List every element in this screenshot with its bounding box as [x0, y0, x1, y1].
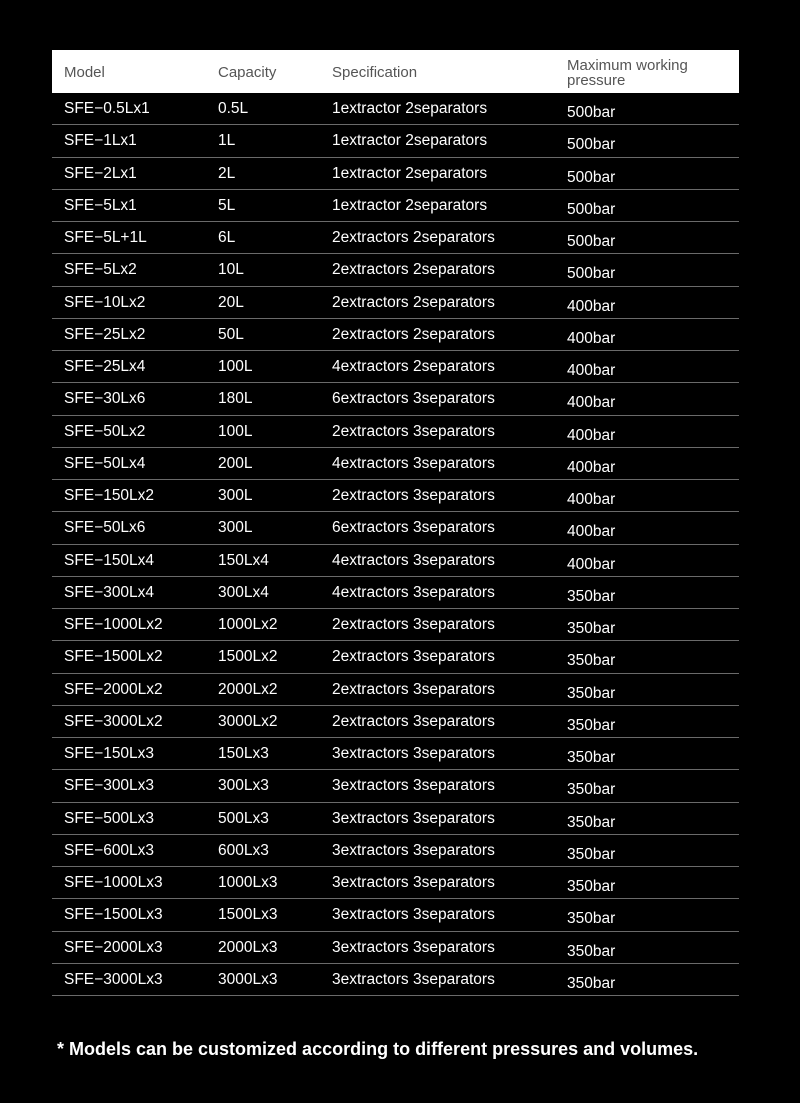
- table-row: [52, 545, 739, 577]
- table-row: [52, 383, 739, 415]
- cell-pressure: 400bar: [567, 426, 616, 444]
- cell-capacity: 500Lx3: [218, 809, 269, 827]
- cell-capacity: 1500Lx2: [218, 648, 278, 666]
- cell-capacity: 6L: [218, 229, 236, 246]
- cell-specification: 2extractors 3separators: [332, 616, 495, 633]
- cell-specification: 2extractors 3separators: [332, 648, 495, 666]
- table-row: [52, 803, 739, 835]
- cell-capacity: 300Lx3: [218, 777, 269, 795]
- cell-pressure: 350bar: [567, 749, 616, 766]
- cell-capacity: 2000Lx2: [218, 680, 278, 698]
- cell-capacity: 2000Lx3: [218, 938, 278, 956]
- cell-specification: 1extractor 2separators: [332, 132, 488, 150]
- table-row: [52, 351, 739, 383]
- cell-capacity: 1000Lx2: [218, 616, 278, 633]
- cell-pressure: 500bar: [567, 104, 616, 121]
- cell-pressure: 500bar: [567, 168, 616, 186]
- cell-capacity: 300L: [218, 519, 253, 537]
- cell-capacity: 3000Lx2: [218, 712, 278, 730]
- table-row: [52, 899, 739, 931]
- cell-capacity: 150Lx3: [218, 745, 269, 762]
- cell-specification: 2extractors 3separators: [332, 680, 495, 698]
- cell-model: SFE−150Lx3: [64, 745, 155, 762]
- cell-specification: 3extractors 3separators: [332, 874, 495, 891]
- cell-pressure: 350bar: [567, 620, 616, 637]
- spec-table: [52, 50, 739, 996]
- cell-capacity: 3000Lx3: [218, 970, 278, 988]
- cell-model: SFE−1Lx1: [64, 132, 137, 150]
- cell-pressure: 500bar: [567, 200, 616, 218]
- table-row: [52, 835, 739, 867]
- cell-pressure: 350bar: [567, 910, 616, 928]
- table-row: [52, 609, 739, 641]
- cell-model: SFE−1500Lx2: [64, 648, 163, 666]
- cell-capacity: 180L: [218, 390, 253, 408]
- cell-capacity: 1000Lx3: [218, 874, 278, 891]
- table-header: [52, 50, 739, 93]
- cell-model: SFE−300Lx3: [64, 777, 155, 795]
- cell-specification: 4extractors 2separators: [332, 358, 495, 375]
- cell-specification: 4extractors 3separators: [332, 551, 495, 569]
- cell-model: SFE−25Lx2: [64, 325, 146, 343]
- cell-model: SFE−10Lx2: [64, 293, 146, 311]
- cell-model: SFE−2Lx1: [64, 164, 137, 182]
- cell-model: SFE−1000Lx3: [64, 874, 163, 891]
- table-row: [52, 932, 739, 964]
- cell-pressure: 500bar: [567, 136, 616, 154]
- cell-model: SFE−500Lx3: [64, 809, 155, 827]
- table-row: [52, 867, 739, 899]
- cell-model: SFE−1500Lx3: [64, 906, 163, 924]
- cell-specification: 2extractors 2separators: [332, 229, 495, 246]
- cell-pressure: 350bar: [567, 652, 616, 670]
- cell-pressure: 350bar: [567, 587, 616, 605]
- cell-model: SFE−25Lx4: [64, 358, 146, 375]
- cell-capacity: 100L: [218, 358, 253, 375]
- cell-pressure: 350bar: [567, 878, 616, 895]
- cell-specification: 3extractors 3separators: [332, 938, 495, 956]
- cell-model: SFE−5Lx1: [64, 196, 137, 214]
- cell-specification: 1extractor 2separators: [332, 196, 488, 214]
- cell-capacity: 100L: [218, 422, 253, 440]
- cell-capacity: 2L: [218, 164, 236, 182]
- table-row: [52, 125, 739, 157]
- table-row: [52, 254, 739, 286]
- cell-pressure: 350bar: [567, 845, 616, 863]
- cell-specification: 2extractors 3separators: [332, 487, 495, 504]
- cell-specification: 2extractors 2separators: [332, 261, 495, 279]
- cell-pressure: 350bar: [567, 813, 616, 831]
- cell-model: SFE−150Lx4: [64, 551, 155, 569]
- table-row: [52, 706, 739, 738]
- table-row: [52, 93, 739, 125]
- cell-specification: 3extractors 3separators: [332, 777, 495, 795]
- cell-specification: 2extractors 2separators: [332, 293, 495, 311]
- cell-capacity: 300Lx4: [218, 583, 269, 601]
- cell-capacity: 600Lx3: [218, 841, 269, 859]
- cell-model: SFE−2000Lx3: [64, 938, 163, 956]
- cell-model: SFE−1000Lx2: [64, 616, 163, 633]
- cell-specification: 4extractors 3separators: [332, 454, 495, 472]
- cell-specification: 3extractors 3separators: [332, 841, 495, 859]
- cell-model: SFE−50Lx6: [64, 519, 146, 537]
- table-row: [52, 222, 739, 254]
- cell-pressure: 350bar: [567, 942, 616, 960]
- cell-capacity: 200L: [218, 454, 253, 472]
- cell-pressure: 350bar: [567, 974, 616, 992]
- cell-specification: 2extractors 3separators: [332, 422, 495, 440]
- cell-model: SFE−30Lx6: [64, 390, 146, 408]
- cell-pressure: 350bar: [567, 684, 616, 702]
- header-capacity: Capacity: [218, 64, 277, 81]
- cell-pressure: 400bar: [567, 491, 616, 508]
- cell-pressure: 400bar: [567, 555, 616, 573]
- cell-capacity: 20L: [218, 293, 244, 311]
- cell-model: SFE−5L+1L: [64, 229, 147, 246]
- cell-capacity: 1L: [218, 132, 236, 150]
- cell-model: SFE−2000Lx2: [64, 680, 163, 698]
- cell-specification: 1extractor 2separators: [332, 164, 488, 182]
- cell-specification: 3extractors 3separators: [332, 809, 495, 827]
- table-row: [52, 480, 739, 512]
- cell-model: SFE−0.5Lx1: [64, 100, 150, 117]
- cell-pressure: 400bar: [567, 297, 616, 315]
- cell-pressure: 400bar: [567, 458, 616, 476]
- cell-model: SFE−5Lx2: [64, 261, 137, 279]
- table-row: [52, 416, 739, 448]
- cell-pressure: 500bar: [567, 233, 616, 250]
- table-body: [52, 93, 739, 996]
- table-row: [52, 190, 739, 222]
- cell-model: SFE−150Lx2: [64, 487, 155, 504]
- cell-model: SFE−600Lx3: [64, 841, 155, 859]
- cell-pressure: 400bar: [567, 523, 616, 541]
- cell-specification: 6extractors 3separators: [332, 519, 495, 537]
- table-row: [52, 158, 739, 190]
- table-row: [52, 287, 739, 319]
- table-row: [52, 319, 739, 351]
- cell-model: SFE−300Lx4: [64, 583, 155, 601]
- cell-pressure: 400bar: [567, 394, 616, 412]
- cell-model: SFE−3000Lx3: [64, 970, 163, 988]
- table-row: [52, 738, 739, 770]
- cell-pressure: 400bar: [567, 329, 616, 347]
- table-row: [52, 674, 739, 706]
- cell-model: SFE−3000Lx2: [64, 712, 163, 730]
- cell-specification: 3extractors 3separators: [332, 970, 495, 988]
- cell-capacity: 50L: [218, 325, 244, 343]
- cell-capacity: 150Lx4: [218, 551, 269, 569]
- table-row: [52, 512, 739, 544]
- cell-specification: 6extractors 3separators: [332, 390, 495, 408]
- cell-model: SFE−50Lx4: [64, 454, 146, 472]
- cell-specification: 3extractors 3separators: [332, 745, 495, 762]
- cell-capacity: 10L: [218, 261, 244, 279]
- cell-specification: 2extractors 2separators: [332, 325, 495, 343]
- cell-specification: 4extractors 3separators: [332, 583, 495, 601]
- header-specification: Specification: [332, 64, 418, 81]
- cell-capacity: 0.5L: [218, 100, 249, 117]
- cell-specification: 3extractors 3separators: [332, 906, 495, 924]
- table-row: [52, 448, 739, 480]
- header-pressure: Maximum working pressure: [567, 57, 688, 89]
- cell-pressure: 400bar: [567, 362, 616, 379]
- cell-pressure: 500bar: [567, 265, 616, 283]
- cell-pressure: 350bar: [567, 781, 616, 799]
- table-row: [52, 964, 739, 996]
- cell-specification: 1extractor 2separators: [332, 100, 488, 117]
- table-row: [52, 641, 739, 673]
- table-row: [52, 770, 739, 802]
- cell-model: SFE−50Lx2: [64, 422, 146, 440]
- cell-capacity: 5L: [218, 196, 236, 214]
- cell-capacity: 300L: [218, 487, 253, 504]
- cell-pressure: 350bar: [567, 716, 616, 734]
- cell-specification: 2extractors 3separators: [332, 712, 495, 730]
- cell-capacity: 1500Lx3: [218, 906, 278, 924]
- table-row: [52, 577, 739, 609]
- footnote: * Models can be customized according to different pressures and volumes.: [57, 1039, 699, 1059]
- header-model: Model: [64, 64, 105, 81]
